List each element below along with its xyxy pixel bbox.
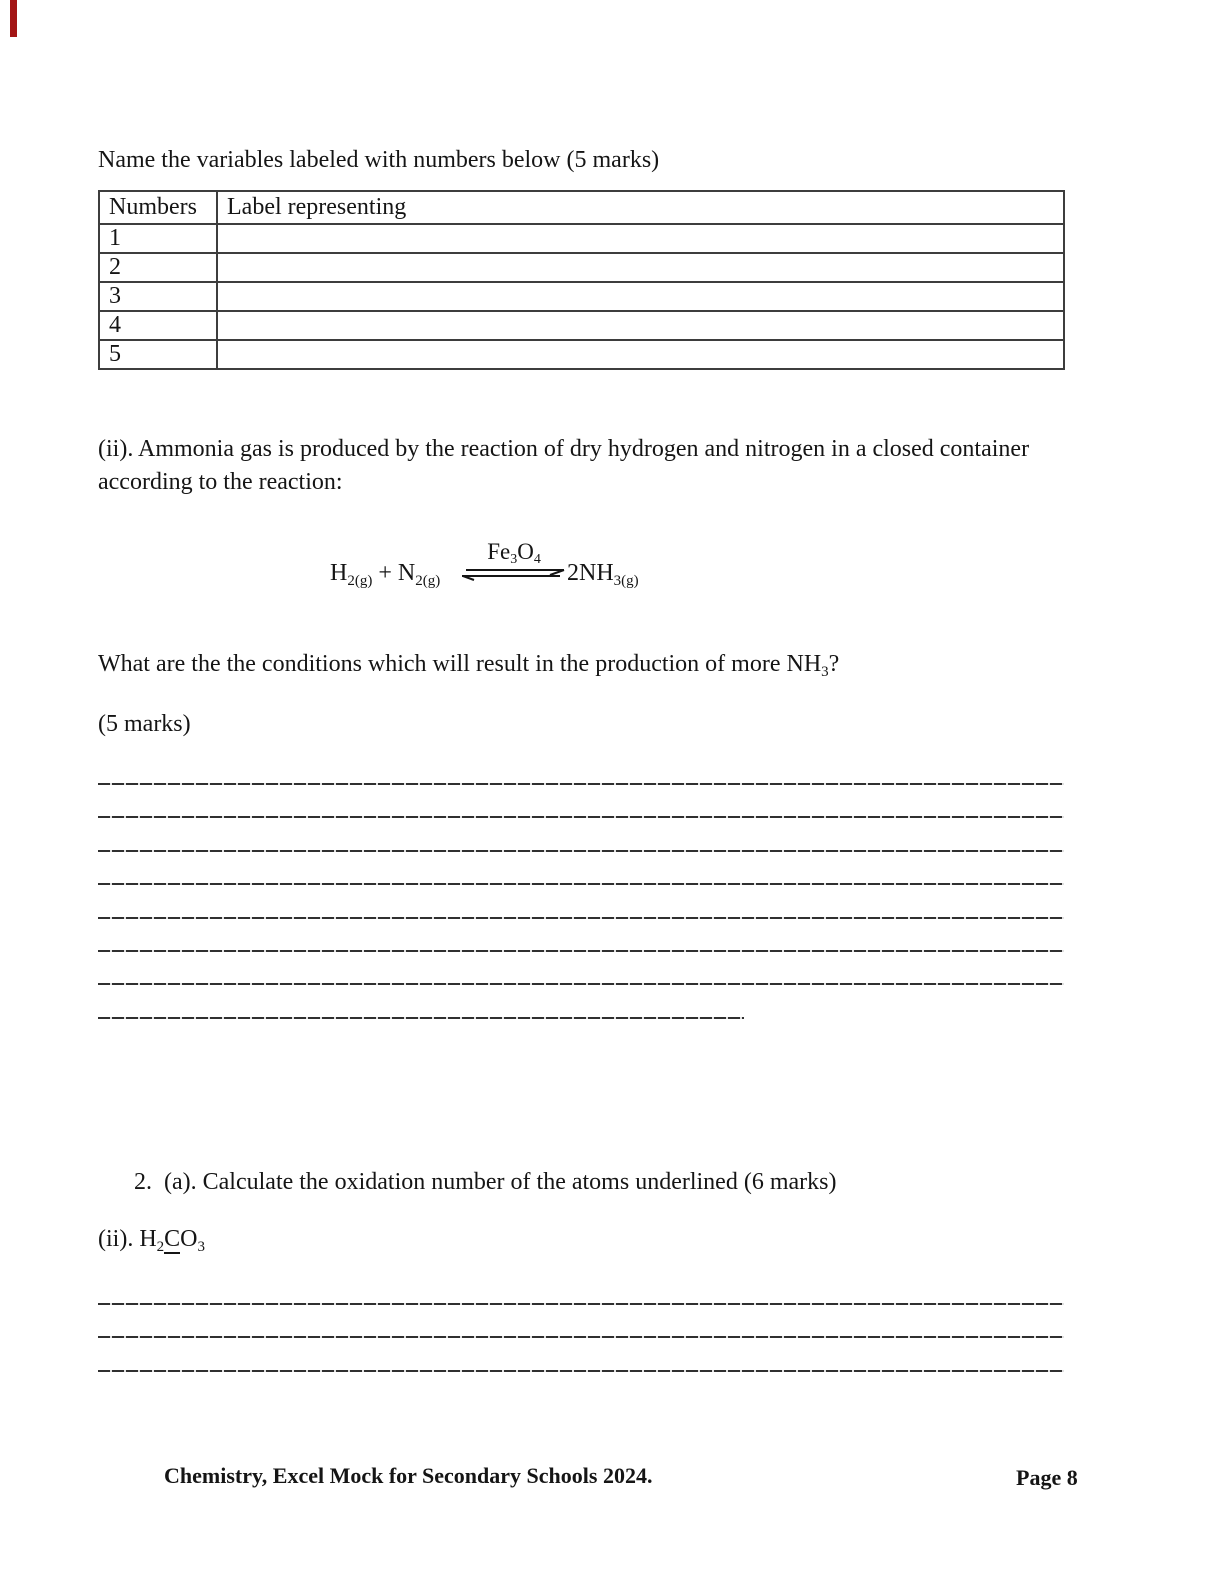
formula-oxygen: O xyxy=(180,1226,198,1252)
intro-question-text: Name the variables labeled with numbers below (5 marks) xyxy=(98,147,660,173)
row-label-cell xyxy=(217,340,1064,369)
underlined-carbon-atom: C xyxy=(164,1226,181,1252)
conditions-question-lead: What are the the conditions which will result in the production of more NH xyxy=(98,651,822,677)
table-row xyxy=(99,282,1064,311)
answer-line xyxy=(98,816,1064,818)
nh3-subscript: 3 xyxy=(821,664,829,680)
answer-line xyxy=(98,1370,1064,1372)
table-row xyxy=(99,224,1064,253)
footer-exam-title: Chemistry, Excel Mock for Secondary Schools 2024. xyxy=(164,1463,653,1488)
table-row xyxy=(99,311,1064,340)
equation-reactant2-subscript: 2(g) xyxy=(415,573,441,589)
conditions-question xyxy=(98,648,839,681)
table-row xyxy=(99,340,1064,369)
table-header-label: Label representing xyxy=(217,191,1064,224)
row-label-cell xyxy=(217,253,1064,282)
equation-operator-reactant2: + N xyxy=(372,560,416,586)
equilibrium-arrows-icon xyxy=(462,565,566,581)
answer-line xyxy=(98,917,1064,919)
row-number-cell: 5 xyxy=(99,340,217,369)
answer-line xyxy=(98,783,1064,785)
answer-line xyxy=(98,1303,1064,1305)
ammonia-paragraph: (ii). Ammonia gas is produced by the reaction of dry hydrogen and nitrogen in a closed container according to the reaction: xyxy=(98,436,1036,495)
row-number-cell: 4 xyxy=(99,311,217,340)
equation-rhs xyxy=(567,560,639,587)
scan-artifact-red-mark xyxy=(10,0,17,37)
table-header-row xyxy=(99,191,1064,224)
catalyst-fe-subscript: 3 xyxy=(510,552,518,567)
row-number-cell: 1 xyxy=(99,224,217,253)
row-label-cell xyxy=(217,282,1064,311)
equation-product-subscript: 3(g) xyxy=(613,573,639,589)
answer-line xyxy=(98,1017,744,1019)
answer-line xyxy=(98,850,1064,852)
question-2a-text: 2. (a). Calculate the oxidation number of the atoms underlined (6 marks) xyxy=(134,1169,837,1195)
question-2a-ii-formula xyxy=(98,1223,205,1256)
formula-subscript-3: 3 xyxy=(197,1239,206,1255)
catalyst-label xyxy=(462,539,566,567)
equation-reactant1: H xyxy=(330,560,348,586)
answer-lines-block-2 xyxy=(98,1303,1064,1403)
catalyst-o-subscript: 4 xyxy=(533,552,541,567)
answer-line xyxy=(98,983,1064,985)
footer-page-number: Page 8 xyxy=(1016,1465,1078,1490)
answer-lines-block-1 xyxy=(98,783,1064,1050)
catalyst-fe: Fe xyxy=(487,539,511,564)
row-label-cell xyxy=(217,311,1064,340)
table-header-numbers: Numbers xyxy=(99,191,217,224)
formula-prefix: (ii). H xyxy=(98,1226,157,1252)
row-label-cell xyxy=(217,224,1064,253)
equilibrium-arrow-with-catalyst xyxy=(462,540,566,581)
variables-table xyxy=(98,190,1065,370)
equation-reactant1-subscript: 2(g) xyxy=(347,573,373,589)
equation-lhs xyxy=(330,560,440,587)
equation-product: 2NH xyxy=(567,560,614,586)
catalyst-o: O xyxy=(517,539,534,564)
row-number-cell: 3 xyxy=(99,282,217,311)
table-row xyxy=(99,253,1064,282)
answer-line xyxy=(98,1336,1064,1338)
answer-line xyxy=(98,950,1064,952)
answer-line xyxy=(98,883,1064,885)
row-number-cell: 2 xyxy=(99,253,217,282)
marks-label: (5 marks) xyxy=(98,711,191,737)
conditions-question-tail: ? xyxy=(828,651,840,677)
formula-subscript-2: 2 xyxy=(156,1239,165,1255)
